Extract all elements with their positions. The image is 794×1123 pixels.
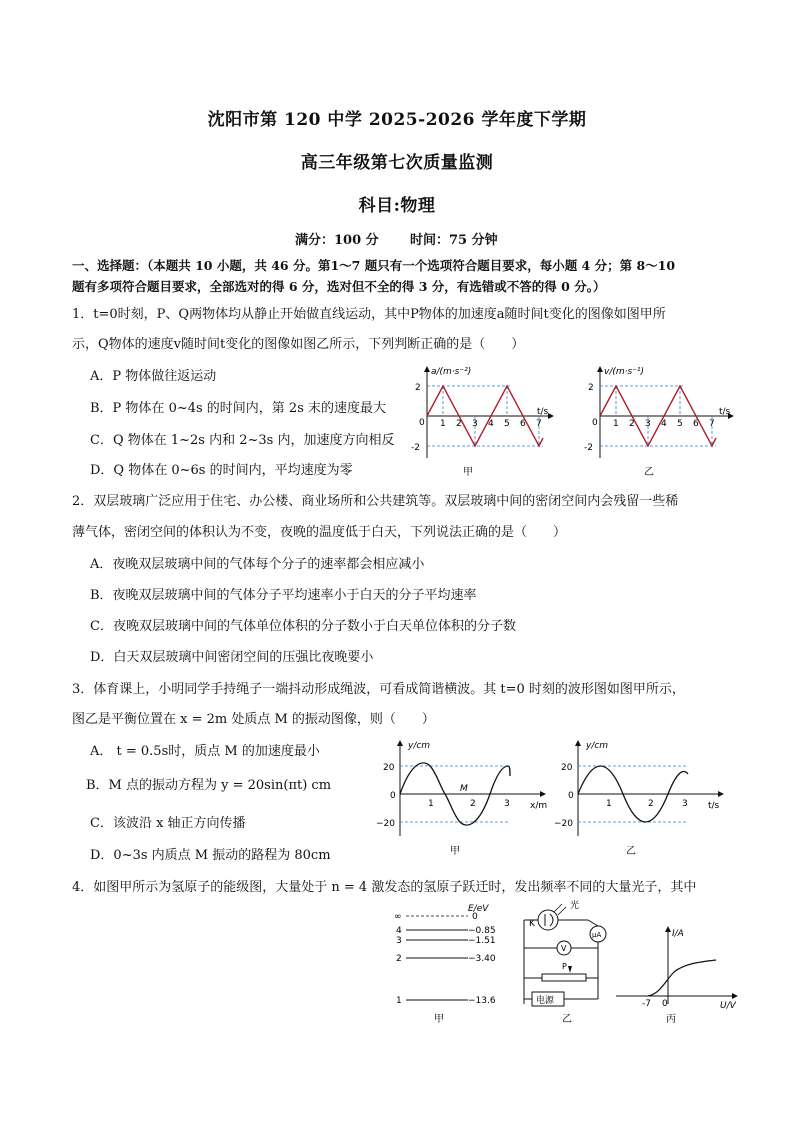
x-axis-label: t/s (537, 407, 549, 417)
v-label: V (561, 944, 567, 953)
x-tick-3: 3 (682, 799, 688, 809)
figure-caption: 乙 (626, 846, 636, 857)
k-label: K (529, 919, 535, 929)
q1-stem-2: 示，Q物体的速度v随时间t变化的图像如图乙所示，下列判断正确的是（ ） (72, 337, 525, 352)
x-tick-3: 3 (472, 419, 478, 429)
figure-caption: 甲 (450, 846, 460, 857)
x-axis-arrow (540, 791, 546, 797)
x-axis-arrow (548, 413, 554, 419)
y-axis-label: y/cm (408, 741, 431, 751)
x-tick-2: 2 (456, 419, 462, 429)
q3-option-c: C．该波沿 x 轴正方向传播 (90, 816, 246, 831)
point-m-label: M (460, 784, 468, 794)
q3-option-b: B．M 点的振动方程为 y = 20sin(πt) cm (86, 778, 332, 793)
level-4-e: −0.85 (468, 926, 496, 936)
level-3-n: 3 (396, 936, 402, 946)
x-axis-arrow (732, 993, 738, 999)
y-axis-label: v/(m·s⁻¹) (604, 367, 645, 377)
origin-label: 0 (592, 418, 598, 428)
iv-curve (648, 960, 716, 996)
wire-to-ammeter (588, 920, 598, 926)
y-tick-neg: -2 (411, 443, 420, 453)
school-title: 沈阳市第 120 中学 2025-2026 学年度下学期 (207, 110, 587, 130)
figure-caption: 甲 (463, 467, 473, 478)
x-tick-4: 4 (488, 419, 494, 429)
y-axis-arrow (575, 740, 581, 746)
rheostat (542, 974, 586, 981)
q2-stem-2: 薄气体，密闭空间的体积认为不变，夜晚的温度低于白天，下列说法正确的是（ ） (72, 525, 567, 540)
source-label: 电源 (536, 996, 555, 1006)
x-axis-label: x/m (530, 801, 548, 811)
origin-label: 0 (568, 791, 574, 801)
figure-caption: 甲 (434, 1014, 444, 1025)
level-infinity-e: 0 (472, 912, 478, 922)
x-tick-7: 7 (536, 419, 542, 429)
x-tick-1: 1 (440, 419, 446, 429)
q3-figure-wave-graph (372, 736, 552, 858)
q3-stem-2: 图乙是平衡位置在 x = 2m 处质点 M 的振动图像，则（ ） (72, 712, 435, 727)
light-label: 光 (570, 901, 580, 911)
q1-option-d: D．Q 物体在 0~6s 的时间内，平均速度为零 (90, 463, 353, 478)
x-tick-1: 1 (428, 799, 434, 809)
y-tick-pos: 20 (561, 763, 573, 773)
q2-option-a: A．夜晚双层玻璃中间的气体每个分子的速率都会相应减小 (90, 557, 425, 572)
y-axis-label: a/(m·s⁻²) (431, 367, 472, 377)
x-tick-1: 1 (613, 419, 619, 429)
q4-stem-1: 4．如图甲所示为氢原子的能级图，大量处于 n = 4 激发态的氢原子跃迁时，发出频率不同的大量光子，其中 (72, 880, 697, 895)
q2-stem-1: 2．双层玻璃广泛应用于住宅、办公楼、商业场所和公共建筑等。双层玻璃中间的密闭空间内会残留一些稀 (72, 494, 679, 509)
q3-figure-vibration-graph (550, 736, 730, 858)
level-2-e: −3.40 (468, 954, 496, 964)
x-tick-5: 5 (504, 419, 510, 429)
y-tick-neg: -2 (584, 443, 593, 453)
x-tick-1: 1 (606, 799, 612, 809)
x-tick-2: 2 (648, 799, 654, 809)
level-1-n: 1 (396, 996, 402, 1006)
y-axis-arrow (665, 926, 671, 932)
x-tick-neg: -7 (642, 999, 651, 1009)
x-tick-3: 3 (645, 419, 651, 429)
q3-stem-1: 3．体育课上，小明同学手持绳子一端抖动形成绳波，可看成简谐横波。其 t=0 时刻的波形图如图甲所示， (72, 682, 685, 697)
y-tick-neg: −20 (376, 819, 395, 829)
ua-label: μA (592, 931, 602, 939)
origin-label: 0 (662, 999, 668, 1009)
score-label: 满分：100 分 (295, 233, 379, 248)
q3-option-a: A． t = 0.5s时，质点 M 的加速度最小 (90, 744, 320, 759)
x-tick-2: 2 (629, 419, 635, 429)
y-axis-arrow (397, 740, 403, 746)
q1-figure-v-t-graph (578, 362, 738, 480)
time-label: 时间：75 分钟 (410, 233, 498, 248)
q2-option-c: C．夜晚双层玻璃中间的气体单位体积的分子数小于白天单位体积的分子数 (90, 619, 516, 634)
origin-label: 0 (419, 418, 425, 428)
level-3-e: −1.51 (468, 936, 496, 946)
q1-stem-1: 1．t=0时刻，P、Q两物体均从静止开始做直线运动，其中P物体的加速度a随时间t变化的图像如图甲所 (72, 307, 666, 322)
figure-caption: 乙 (562, 1014, 572, 1025)
energy-axis-label: E/eV (468, 904, 489, 914)
level-2-n: 2 (396, 954, 402, 964)
section-instructions-1: 一、选择题：（本题共 10 小题，共 46 分。第1～7 题只有一个选项符合题目要求，每小题 4 分；第 8～10 (72, 258, 676, 273)
q2-option-b: B．夜晚双层玻璃中间的气体分子平均速率小于白天的分子平均速率 (90, 588, 477, 603)
level-infinity-n: ∞ (394, 912, 402, 922)
level-4-n: 4 (396, 926, 402, 936)
y-axis-label: y/cm (586, 741, 609, 751)
y-tick-pos: 2 (415, 383, 421, 393)
x-tick-6: 6 (693, 419, 699, 429)
x-axis-arrow (718, 791, 724, 797)
q2-option-d: D．白天双层玻璃中间密闭空间的压强比夜晚要小 (90, 650, 374, 665)
x-axis-label: U/V (720, 1001, 736, 1011)
q1-option-c: C．Q 物体在 1~2s 内和 2~3s 内，加速度方向相反 (90, 433, 395, 448)
level-1-e: −13.6 (468, 996, 496, 1006)
figure-caption: 丙 (666, 1014, 676, 1025)
q4-iv-graph (612, 920, 742, 1026)
slider-p-label: P (562, 962, 567, 971)
q1-option-b: B．P 物体在 0~4s 的时间内，第 2s 末的速度最大 (90, 401, 387, 416)
figure-caption: 乙 (644, 467, 654, 478)
x-tick-3: 3 (504, 799, 510, 809)
x-axis-label: t/s (719, 407, 731, 417)
light-ray-1 (554, 904, 562, 912)
x-tick-4: 4 (661, 419, 667, 429)
origin-label: 0 (390, 791, 396, 801)
y-axis-arrow (597, 366, 603, 372)
exam-title: 高三年级第七次质量监测 (300, 153, 494, 173)
q1-option-a: A．P 物体做往返运动 (90, 369, 217, 384)
y-axis-label: I/A (672, 929, 684, 939)
phototube (538, 910, 558, 930)
x-tick-6: 6 (520, 419, 526, 429)
x-tick-5: 5 (677, 419, 683, 429)
y-axis-arrow (424, 366, 430, 372)
slider-pointer (568, 966, 572, 973)
q4-circuit-diagram (518, 896, 618, 1026)
x-tick-2: 2 (470, 799, 476, 809)
q1-figure-a-t-graph (405, 362, 555, 480)
section-instructions-2: 题有多项符合题目要求，全部选对的得 6 分，选对但不全的得 3 分，有选错或不答的得 0 分。） (72, 279, 606, 294)
q4-energy-level-diagram (388, 898, 508, 1026)
q3-option-d: D．0~3s 内质点 M 振动的路程为 80cm (90, 848, 331, 863)
y-tick-pos: 20 (383, 763, 395, 773)
subject-title: 科目:物理 (358, 196, 436, 216)
phototube-cathode (550, 914, 553, 926)
light-ray-2 (558, 907, 566, 915)
x-tick-7: 7 (709, 419, 715, 429)
y-tick-neg: −20 (554, 819, 573, 829)
x-axis-label: t/s (708, 801, 720, 811)
y-tick-pos: 2 (588, 383, 594, 393)
